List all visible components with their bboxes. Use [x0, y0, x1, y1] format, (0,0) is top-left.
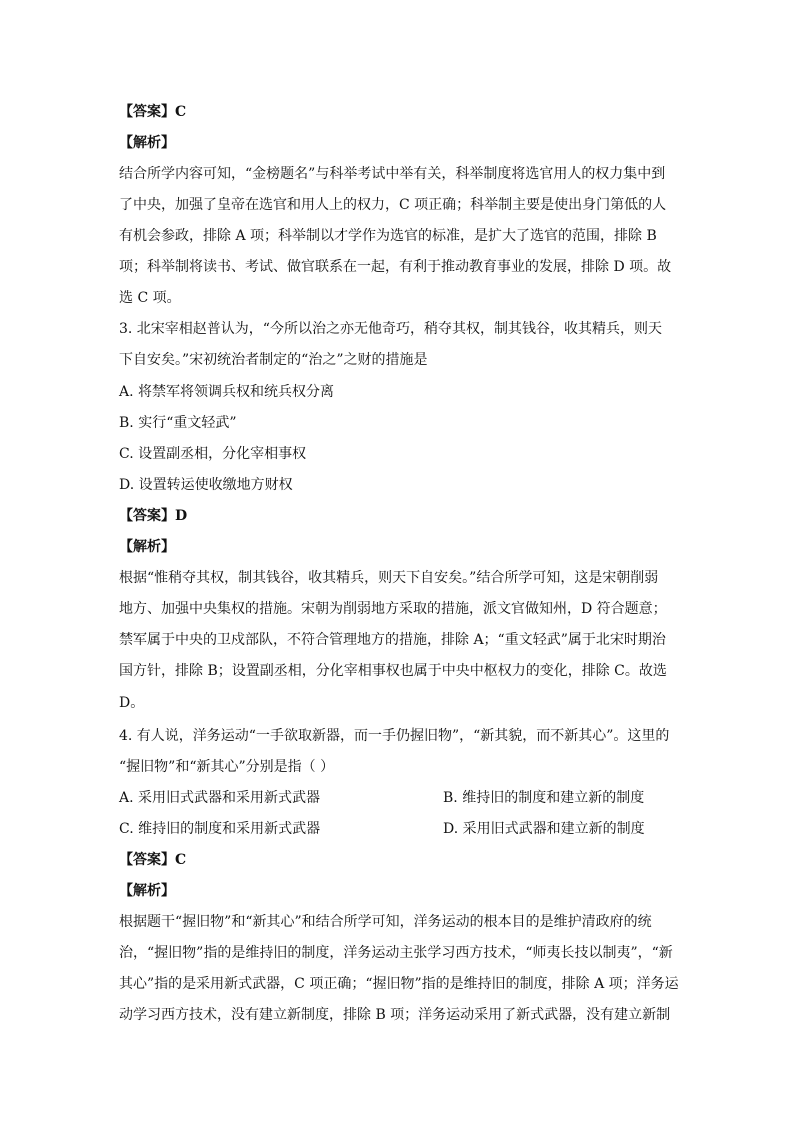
- q2-answer: 【答案】C: [119, 104, 187, 120]
- q2-analysis-line: 结合所学内容可知，“金榜题名”与科举考试中举有关，科举制度将选官用人的权力集中到: [119, 166, 666, 182]
- q4-answer: 【答案】C: [119, 852, 187, 868]
- q3-option-b: B. 实行“重文轻武”: [119, 415, 237, 431]
- q4-analysis-label: 【解析】: [119, 883, 175, 899]
- q3-analysis-line: 禁军属于中央的卫戍部队，不符合管理地方的措施，排除 A；“重文轻武”属于北宋时期治: [119, 632, 666, 648]
- q4-option-b: B. 维持旧的制度和建立新的制度: [443, 790, 645, 806]
- q4-stem-line: “握旧物”和“新其心”分别是指（ ）: [119, 759, 335, 775]
- q3-stem-line: 3. 北宋宰相赵普认为，“今所以治之亦无他奇巧，稍夺其权，制其钱谷，收其精兵，则天: [119, 321, 662, 337]
- q3-answer: 【答案】D: [119, 508, 188, 524]
- q3-analysis-line: 国方针，排除 B；设置副丞相，分化宰相事权也属于中央中枢权力的变化，排除 C。故选: [119, 663, 667, 679]
- q2-analysis-label: 【解析】: [119, 135, 175, 151]
- q3-analysis-line: D。: [119, 695, 145, 711]
- q4-analysis-line: 动学习西方技术，没有建立新制度，排除 B 项；洋务运动采用了新式武器，没有建立新制: [119, 1007, 671, 1023]
- q3-option-a: A. 将禁军将领调兵权和统兵权分离: [119, 384, 335, 400]
- q4-option-c: C. 维持旧的制度和采用新式武器: [119, 821, 321, 837]
- q3-analysis-label: 【解析】: [119, 539, 175, 555]
- q2-analysis-line: 有机会参政，排除 A 项；科举制以才学作为选官的标准，是扩大了选官的范围，排除 B: [119, 228, 657, 244]
- q2-analysis-line: 项；科举制将读书、考试、做官联系在一起，有利于推动教育事业的发展，排除 D 项。故: [119, 259, 672, 275]
- q2-analysis-line: 了中央，加强了皇帝在选官和用人上的权力，C 项正确；科举制主要是使出身门第低的人: [119, 197, 667, 213]
- q4-analysis-line: 其心”指的是采用新式武器，C 项正确；“握旧物”指的是维持旧的制度，排除 A 项；洋务运: [119, 976, 679, 992]
- q4-option-a: A. 采用旧式武器和采用新式武器: [119, 790, 321, 806]
- q2-analysis-line: 选 C 项。: [119, 290, 181, 306]
- q4-analysis-line: 治，“握旧物”指的是维持旧的制度，洋务运动主张学习西方技术，“师夷长技以制夷”，“新: [119, 945, 673, 961]
- q4-option-d: D. 采用旧式武器和建立新的制度: [443, 821, 645, 837]
- q4-stem-line: 4. 有人说，洋务运动“一手欲取新器，而一手仍握旧物”，“新其貌，而不新其心”。这里的: [119, 728, 670, 744]
- q3-option-d: D. 设置转运使收缴地方财权: [119, 477, 293, 493]
- q3-stem-line: 下自安矣。”宋初统治者制定的“治之”之财的措施是: [119, 352, 428, 368]
- q3-analysis-line: 地方、加强中央集权的措施。宋朝为削弱地方采取的措施，派文官做知州，D 符合题意；: [119, 601, 667, 617]
- q3-option-c: C. 设置副丞相，分化宰相事权: [119, 446, 307, 462]
- q4-analysis-line: 根据题干“握旧物”和“新其心”和结合所学可知，洋务运动的根本目的是维护清政府的统: [119, 914, 652, 930]
- q3-analysis-line: 根据“惟稍夺其权，制其钱谷，收其精兵，则天下自安矣。”结合所学可知，这是宋朝削弱: [119, 570, 659, 586]
